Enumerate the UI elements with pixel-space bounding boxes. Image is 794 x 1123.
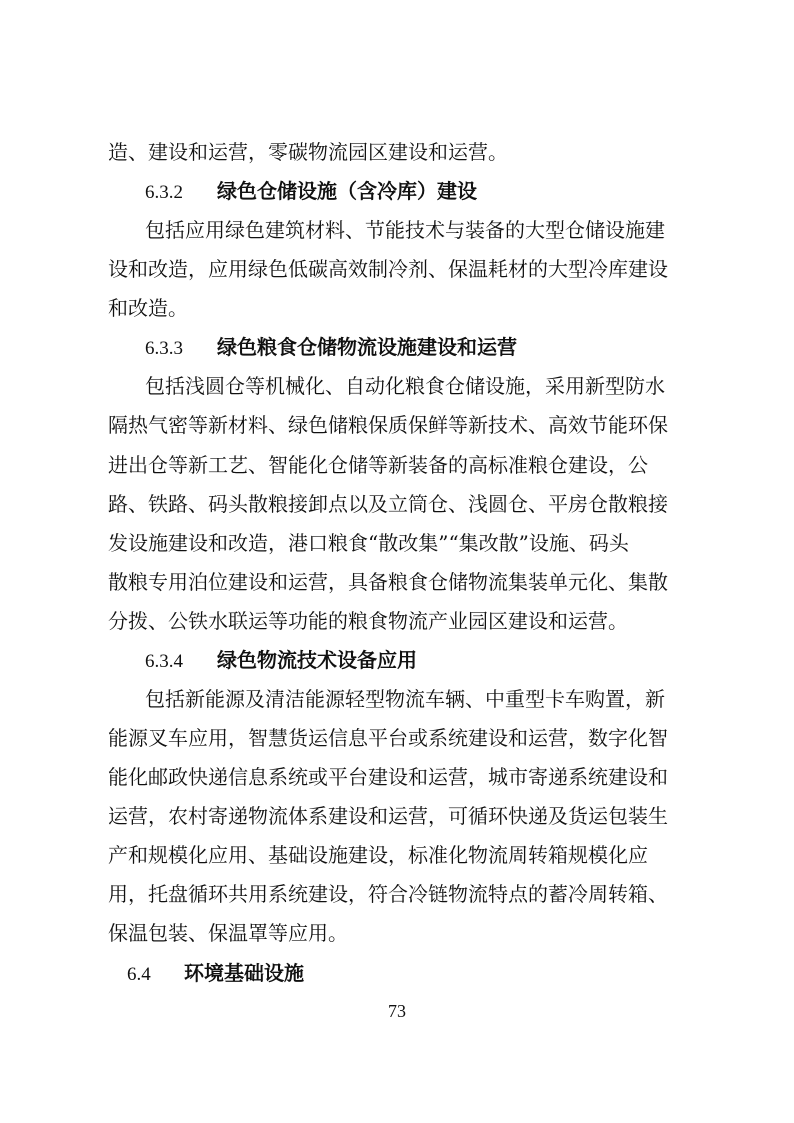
section-title: 绿色粮食仓储物流设施建设和运营: [217, 335, 517, 359]
paragraph-line: 发设施建设和改造，港口粮食“散改集”“集改散”设施、码头: [108, 531, 629, 555]
paragraph-line: 能源叉车应用，智慧货运信息平台或系统建设和运营，数字化智: [108, 726, 668, 750]
section-number: 6.3.2: [145, 182, 183, 203]
paragraph-line: 和改造。: [108, 296, 188, 320]
section-heading-6-3-3: [145, 332, 517, 362]
paragraph-line: 路、铁路、码头散粮接卸点以及立筒仓、浅圆仓、平房仓散粮接: [108, 492, 668, 516]
paragraph-line: 设和改造，应用绿色低碳高效制冷剂、保温耗材的大型冷库建设: [108, 257, 668, 281]
section-heading-6-4: [127, 958, 304, 988]
paragraph-line: 隔热气密等新材料、绿色储粮保质保鲜等新技术、高效节能环保: [108, 413, 668, 437]
paragraph-line: 包括浅圆仓等机械化、自动化粮食仓储设施，采用新型防水: [145, 374, 665, 398]
section-title: 环境基础设施: [184, 961, 304, 985]
paragraph-line: 进出仓等新工艺、智能化仓储等新装备的高标准粮仓建设，公: [108, 453, 648, 477]
paragraph-line: 能化邮政快递信息系统或平台建设和运营，城市寄递系统建设和: [108, 765, 668, 789]
paragraph-line: 分拨、公铁水联运等功能的粮食物流产业园区建设和运营。: [108, 609, 628, 633]
page-number: 73: [388, 1001, 406, 1021]
section-title: 绿色物流技术设备应用: [217, 648, 417, 672]
section-heading-6-3-2: [145, 176, 477, 206]
section-title: 绿色仓储设施（含冷库）建设: [217, 179, 477, 203]
section-heading-6-3-4: [145, 645, 417, 675]
section-number: 6.4: [127, 964, 151, 985]
paragraph-line: 运营，农村寄递物流体系建设和运营，可循环快递及货运包装生: [108, 804, 668, 828]
paragraph-line: 用，托盘循环共用系统建设，符合冷链物流特点的蓄冷周转箱、: [108, 882, 668, 906]
paragraph-line: 保温包装、保温罩等应用。: [108, 921, 348, 945]
paragraph-line: 造、建设和运营，零碳物流园区建设和运营。: [108, 140, 508, 164]
section-number: 6.3.3: [145, 338, 183, 359]
section-number: 6.3.4: [145, 651, 183, 672]
paragraph-line: 散粮专用泊位建设和运营，具备粮食仓储物流集装单元化、集散: [108, 570, 668, 594]
paragraph-line: 包括应用绿色建筑材料、节能技术与装备的大型仓储设施建: [145, 218, 665, 242]
paragraph-line: 包括新能源及清洁能源轻型物流车辆、中重型卡车购置，新: [145, 687, 665, 711]
paragraph-line: 产和规模化应用、基础设施建设，标准化物流周转箱规模化应: [108, 843, 648, 867]
